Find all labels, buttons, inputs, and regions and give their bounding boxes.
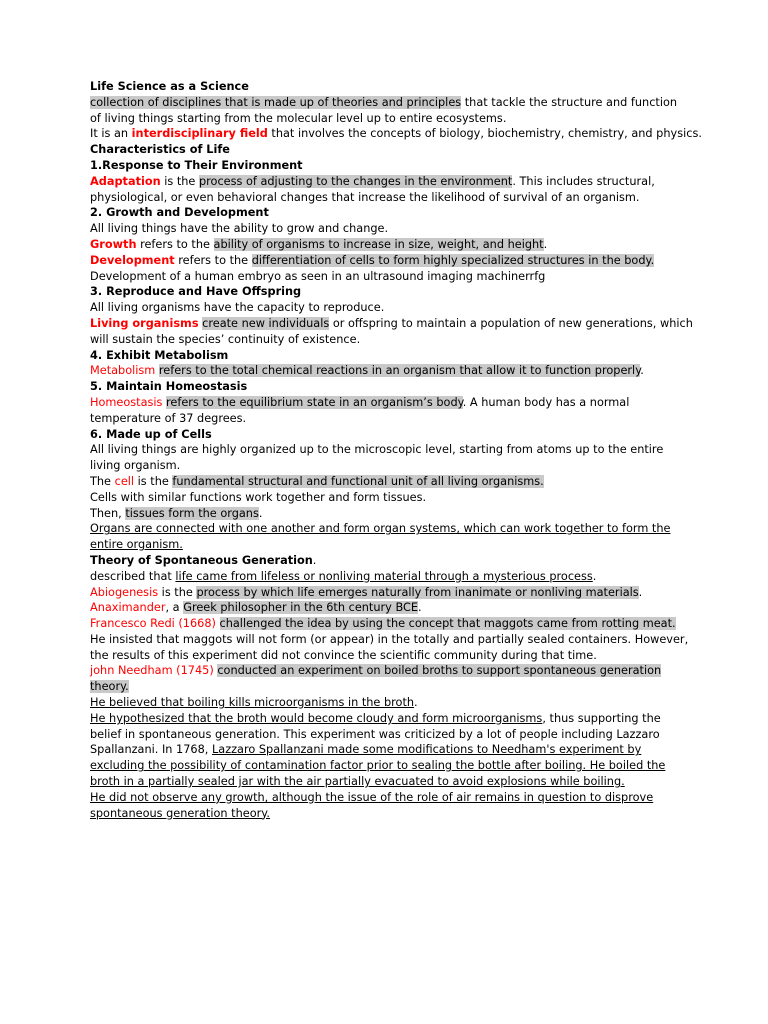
text-line — [90, 569, 690, 585]
text-run: . — [638, 585, 643, 599]
underlined-text: life came from lifeless or nonliving material through a mysterious process — [175, 569, 593, 583]
underlined-text: Lazzaro Spallanzani made some modifications to Needham's experiment by — [211, 743, 642, 757]
text-run: refers to the — [174, 253, 252, 267]
text-run: described that — [90, 569, 176, 583]
key-term: Adaptation — [90, 174, 161, 188]
highlighted-text: create new individuals — [202, 316, 330, 330]
text-run: refers to the — [136, 237, 214, 251]
underlined-text: He hypothesized that the broth would become cloudy and form microorganisms — [90, 711, 543, 725]
text-line — [90, 537, 690, 553]
text-line — [90, 648, 690, 664]
text-line — [90, 711, 690, 727]
text-run: . This includes structural, — [512, 174, 655, 188]
text-line — [90, 79, 690, 95]
highlighted-text: process by which life emerges naturally from inanimate or nonliving materials — [196, 585, 639, 599]
text-run: living organism. — [90, 459, 181, 473]
underlined-text: spontaneous generation theory. — [90, 806, 270, 820]
text-line — [90, 663, 690, 679]
text-line — [90, 221, 690, 237]
text-run: . — [592, 569, 597, 583]
text-line — [90, 474, 690, 490]
text-run: temperature of 37 degrees. — [90, 411, 247, 425]
text-run: Then, — [90, 506, 126, 520]
text-run: All living things have the ability to grow and change. — [90, 222, 389, 236]
text-line — [90, 348, 690, 364]
text-line — [90, 490, 690, 506]
text-line — [90, 585, 690, 601]
text-line — [90, 790, 690, 806]
highlighted-text: Greek philosopher in the 6th century BCE — [183, 601, 419, 615]
text-run: , a — [165, 601, 184, 615]
highlighted-text: conducted an experiment on boiled broths to support spontaneous generation — [217, 664, 662, 678]
text-line — [90, 253, 690, 269]
text-run: . A human body has a normal — [462, 395, 630, 409]
highlighted-text: collection of disciplines that is made up of theories and principles — [90, 95, 462, 109]
key-term: Metabolism — [90, 364, 156, 378]
text-run: . — [258, 506, 263, 520]
text-line — [90, 616, 690, 632]
text-run: . — [543, 237, 548, 251]
text-line — [90, 695, 690, 711]
text-run: Cells with similar functions work together and form tissues. — [90, 490, 427, 504]
text-run: He insisted that maggots will not form (or appear) in the totally and partially sealed containers. However, — [90, 632, 689, 646]
heading-text: Life Science as a Science — [90, 80, 249, 93]
text-run: is the — [158, 585, 197, 599]
text-run: physiological, or even behavioral changes that increase the likelihood of survival of an organism. — [90, 190, 640, 204]
highlighted-text: tissues form the organs — [125, 506, 259, 520]
text-line — [90, 237, 690, 253]
heading-text: 4. Exhibit Metabolism — [90, 348, 229, 362]
text-run: the results of this experiment did not convince the scientific community during that time. — [90, 648, 597, 662]
highlighted-text: differentiation of cells to form highly specialized structures in the body. — [251, 253, 655, 267]
key-term: Abiogenesis — [90, 585, 159, 599]
text-run: . — [312, 553, 317, 567]
underlined-text: Organs are connected with one another and form organ systems, which can work together to form the — [90, 522, 671, 536]
heading-text: 1.Response to Their Environment — [90, 158, 303, 172]
text-line — [90, 506, 690, 522]
text-line — [90, 363, 690, 379]
key-term: john Needham (1745) — [90, 664, 214, 678]
text-line — [90, 158, 690, 174]
text-line — [90, 600, 690, 616]
text-line — [90, 379, 690, 395]
text-line — [90, 269, 690, 285]
text-line — [90, 553, 690, 569]
text-line — [90, 332, 690, 348]
text-line — [90, 126, 702, 142]
text-run: or offspring to maintain a population of new generations, which — [329, 316, 693, 330]
key-term: Living organisms — [90, 316, 199, 330]
text-line — [90, 727, 690, 743]
key-term: cell — [114, 474, 135, 488]
heading-text: 2. Growth and Development — [90, 206, 269, 220]
underlined-text: He did not observe any growth, although the issue of the role of air remains in question to disprove — [90, 790, 654, 804]
underlined-text: He believed that boiling kills microorganisms in the broth — [90, 696, 415, 710]
text-run: The — [90, 474, 115, 488]
text-line — [90, 284, 690, 300]
key-term: Francesco Redi (1668) — [90, 617, 216, 631]
highlighted-text: process of adjusting to the changes in the environment — [198, 174, 513, 188]
text-line — [90, 205, 690, 221]
text-run: Development of a human embryo as seen in an ultrasound imaging machinerrfg — [90, 269, 546, 283]
key-term: Growth — [90, 237, 137, 251]
text-line — [90, 758, 690, 774]
key-term: Anaximander — [90, 601, 166, 615]
highlighted-text: theory. — [90, 680, 129, 694]
text-run: is the — [160, 174, 199, 188]
text-run: All living things are highly organized up to the microscopic level, starting from atoms up to the entire — [90, 443, 664, 457]
highlighted-text: refers to the equilibrium state in an organism’s body — [166, 395, 463, 409]
text-run — [216, 617, 220, 630]
underlined-text: excluding the possibility of contamination factor prior to sealing the bottle after boiling. He boiled the — [90, 759, 666, 773]
text-run: of living things starting from the molecular level up to entire ecosystems. — [90, 111, 507, 125]
text-run: will sustain the species’ continuity of existence. — [90, 332, 361, 346]
highlighted-text: fundamental structural and functional unit of all living organisms. — [172, 474, 544, 488]
text-line — [90, 521, 690, 537]
text-line — [90, 742, 690, 758]
text-line — [90, 142, 690, 158]
text-line — [90, 395, 690, 411]
text-line — [90, 316, 693, 332]
text-line — [90, 442, 690, 458]
key-term: Development — [90, 253, 175, 267]
text-line — [90, 95, 690, 111]
text-line — [90, 679, 690, 695]
highlighted-text: refers to the total chemical reactions in an organism that allow it to function properly — [158, 364, 641, 378]
text-line — [90, 300, 690, 316]
key-term: Homeostasis — [90, 395, 163, 409]
heading-text: 5. Maintain Homeostasis — [90, 380, 248, 394]
text-run: belief in spontaneous generation. This experiment was criticized by a lot of people including Lazzaro — [90, 727, 660, 741]
underlined-text: entire organism. — [90, 538, 183, 552]
heading-text: 6. Made up of Cells — [90, 427, 212, 441]
text-run: . — [640, 364, 644, 378]
text-line — [90, 806, 690, 822]
text-run: that involves the concepts of biology, biochemistry, chemistry, and physics. — [267, 127, 702, 141]
text-line — [90, 427, 690, 443]
document-body — [90, 79, 702, 821]
text-run: Spallanzani. In 1768, — [90, 743, 212, 757]
key-term: interdisciplinary field — [131, 127, 268, 141]
underlined-text: broth in a partially sealed jar with the air partially evacuated to avoid explosions while boiling. — [90, 775, 625, 789]
text-run: that tackle the structure and function — [461, 95, 678, 109]
heading-text: Characteristics of Life — [90, 143, 230, 157]
text-line — [90, 190, 690, 206]
highlighted-text: ability of organisms to increase in size, weight, and height — [213, 237, 544, 251]
heading-text: 3. Reproduce and Have Offspring — [90, 285, 302, 299]
text-run: , thus supporting the — [542, 711, 661, 725]
text-line — [90, 458, 690, 474]
text-run: . — [414, 696, 418, 710]
text-line — [90, 111, 690, 127]
text-line — [90, 411, 690, 427]
text-line — [90, 774, 690, 790]
text-line — [90, 174, 690, 190]
heading-text: Theory of Spontaneous Generation — [90, 553, 313, 567]
text-run: . — [418, 601, 422, 615]
highlighted-text: challenged the idea by using the concept that maggots came from rotting meat. — [219, 617, 676, 631]
text-run: is the — [134, 474, 173, 488]
text-line — [90, 632, 690, 648]
text-run: All living organisms have the capacity to reproduce. — [90, 301, 385, 315]
text-run: It is an — [90, 127, 132, 141]
